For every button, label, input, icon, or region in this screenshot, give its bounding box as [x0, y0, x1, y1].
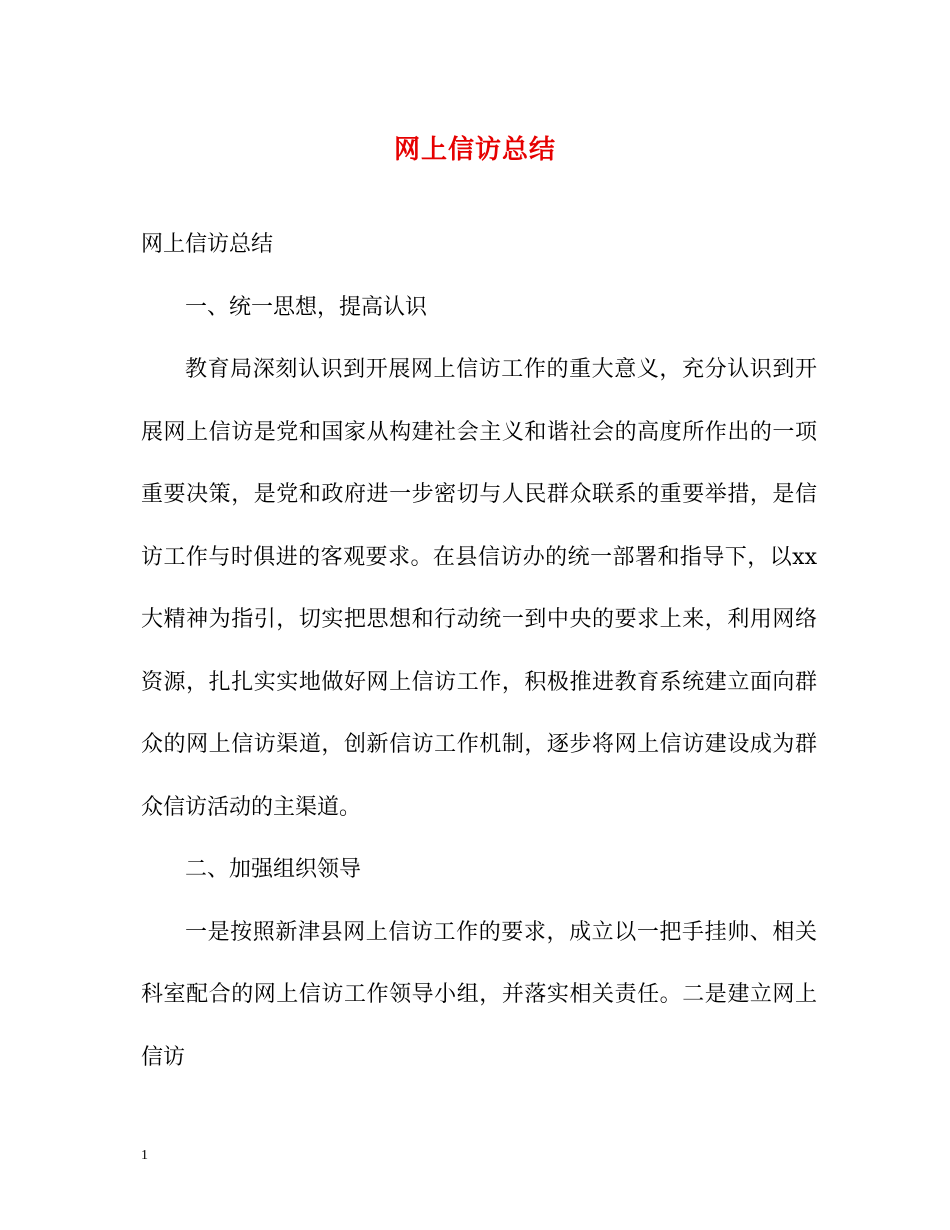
- document-subtitle: 网上信访总结: [141, 232, 274, 257]
- section-paragraph-1: 教育局深刻认识到开展网上信访工作的重大意义，充分认识到开展网上信访是党和国家从构建社会主义和谐社会的高度所作出的一项重要决策，是党和政府进一步密切与人民群众联系的重要举措，是信访工作与时俱进的客观要求。在县信访办的统一部署和指导下，以xx大精神为指引，切实把思想和行动统一到中央的要求上来，利用网络资源，扎扎实实地做好网上信访工作，积极推进教育系统建立面向群众的网上信访渠道，创新信访工作机制，逐步将网上信访建设成为群众信访活动的主渠道。: [141, 357, 817, 820]
- document-title: 网上信访总结: [393, 135, 556, 165]
- section-heading-1: 一、统一思想，提高认识: [185, 294, 428, 320]
- document-body: [141, 214, 817, 1089]
- section-heading-2: 二、加强组织领导: [185, 857, 362, 882]
- section-paragraph-2: 一是按照新津县网上信访工作的要求，成立以一把手挂帅、相关科室配合的网上信访工作领导小组，并落实相关责任。二是建立网上信访: [141, 919, 817, 1070]
- page-number: 1: [141, 1148, 148, 1163]
